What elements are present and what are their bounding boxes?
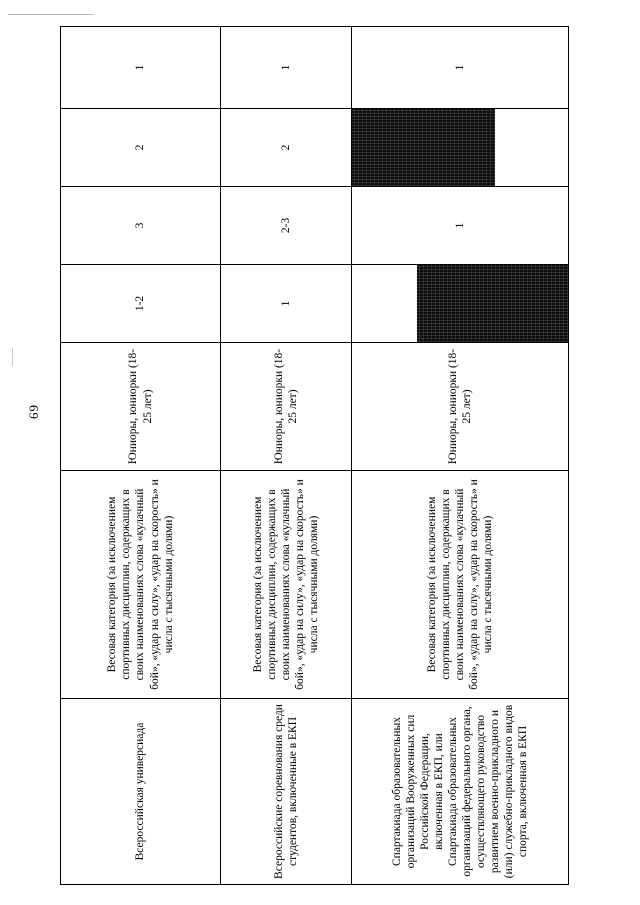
weight-category-cell: Весовая категория (за исключением спортивных дисциплин, содержащих в своих наименованиях слова «кулачный бой», «удар на силу», «удар на скорость» и числа с тысячными долями): [352, 471, 569, 699]
age-group-cell: Юниоры, юниорки (18-25 лет): [221, 343, 352, 471]
value-cell-2: 2-3: [221, 187, 352, 265]
competition-name-cell: Спартакиада образовательных организаций Вооруженных сил Российской Федерации, включенная в ЕКП, или Спартакиада образовательных организаций федерального органа, осуществляющего руководство развитием военно-прикладного и (или) служебно-прикладного видов спорта, включенная в ЕКП: [352, 699, 569, 885]
age-group-cell: Юниоры, юниорки (18-25 лет): [352, 343, 569, 471]
value-cell-3: 2: [61, 109, 221, 187]
table-row: [221, 27, 352, 885]
scan-artifact-left-tick: [12, 348, 13, 366]
value-cell-1: [352, 265, 569, 343]
value-cell-3: [352, 109, 569, 187]
value-cell-4: 1: [221, 27, 352, 109]
value-cell-4: 1: [352, 27, 569, 109]
page-number: 69: [26, 404, 41, 419]
value-cell-1: 1-2: [61, 265, 221, 343]
weight-category-cell: Весовая категория (за исключением спортивных дисциплин, содержащих в своих наименованиях слова «кулачный бой», «удар на силу», «удар на скорость» и числа с тысячными долями): [61, 471, 221, 699]
competition-name-cell: Всероссийская универсиада: [61, 699, 221, 885]
competition-name-cell: Всероссийские соревнования среди студентов, включенные в ЕКП: [221, 699, 352, 885]
value-cell-2: 3: [61, 187, 221, 265]
rotated-table-container: [60, 27, 568, 885]
value-cell-1: 1: [221, 265, 352, 343]
weight-category-cell: Весовая категория (за исключением спортивных дисциплин, содержащих в своих наименованиях слова «кулачный бой», «удар на силу», «удар на скорость» и числа с тысячными долями): [221, 471, 352, 699]
value-cell-2: 1: [352, 187, 569, 265]
value-cell-4: 1: [61, 27, 221, 109]
qualification-requirements-table: [60, 26, 569, 885]
value-cell-3: 2: [221, 109, 352, 187]
table-row: [61, 27, 221, 885]
age-group-cell: Юниоры, юниорки (18-25 лет): [61, 343, 221, 471]
scan-artifact-top-line: [8, 14, 94, 15]
table-row: [352, 27, 569, 885]
